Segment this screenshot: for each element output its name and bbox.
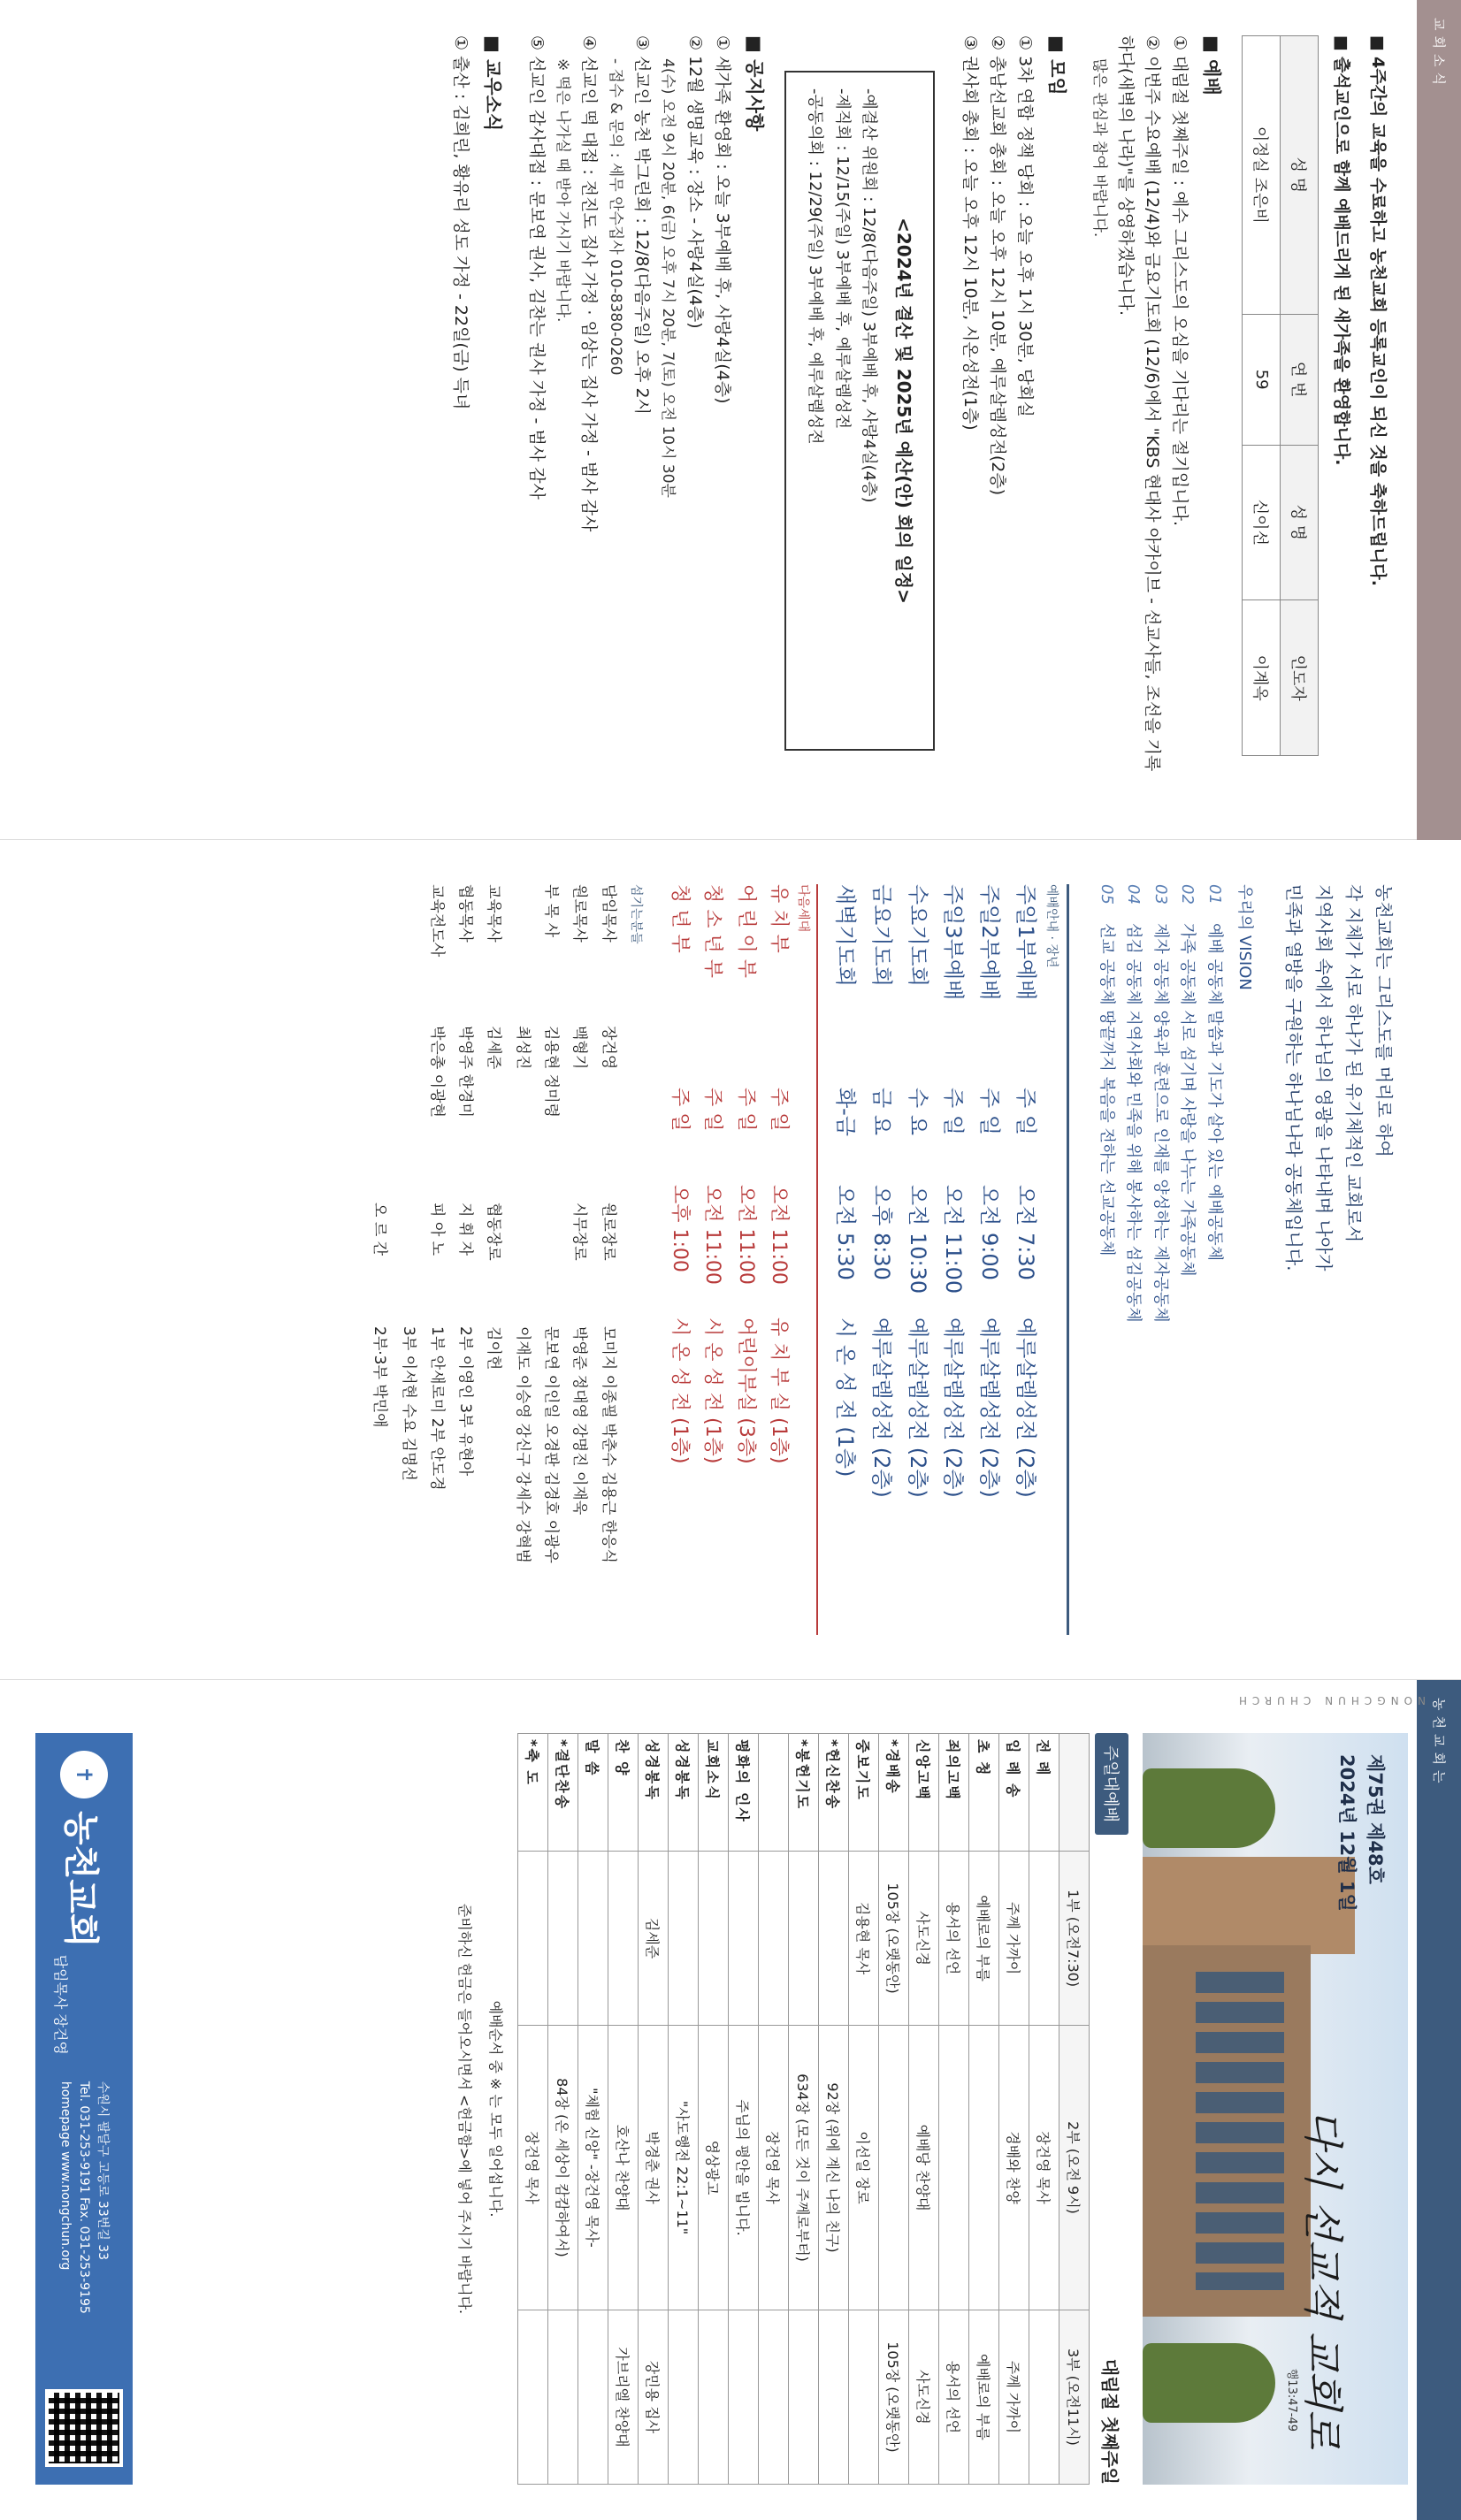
table-header: 2부 (오전 9시) bbox=[1059, 2026, 1090, 2310]
table-cell: 59 bbox=[1243, 314, 1281, 445]
intro-line: 각 지체가 서로 하나가 된 유기체적인 교회로서 bbox=[1343, 884, 1365, 1243]
notice-item: ※ 떡은 나가실 때 받아 가시기 바랍니다. bbox=[553, 58, 571, 323]
gyoyu-item: ① 출산 : 김희린, 황유리 성도 가정 - 22일(금) 득녀 bbox=[451, 35, 471, 410]
table-header: 연 번 bbox=[1281, 314, 1319, 445]
church-building-image bbox=[1143, 1945, 1311, 2317]
volume-info: 제75권 제48호 2024년 12월 1일 bbox=[1336, 1754, 1386, 1912]
vision-item: 04섬김 공동체 지역사회와 민족을 위해 봉사하는 섬김공동체 bbox=[1124, 884, 1144, 1323]
gyoyu-section-title: ■ 교우소식 bbox=[482, 35, 504, 132]
service-tag: 주일대예배 bbox=[1095, 1733, 1128, 1835]
budget-box-title: <2024년 결산 및 2025년 예산(안) 회의 일정> bbox=[893, 218, 915, 604]
table-row: 찬 양 호산나 찬양대 가브리엘 찬양대 bbox=[608, 1734, 639, 2485]
worship-guide-label: 예배안내 · 장년 bbox=[1044, 884, 1059, 968]
table-header: 성 명 bbox=[1281, 445, 1319, 600]
church-name: 농천교회 bbox=[60, 1811, 102, 1948]
order-header bbox=[1095, 1733, 1128, 2485]
budget-meeting-box bbox=[784, 71, 935, 751]
meeting-section-title: ■ 모임 bbox=[1046, 35, 1068, 95]
table-row: *경배송 105장 (오랫동안) 105장 (오랫동안) bbox=[879, 1734, 909, 2485]
news-panel bbox=[0, 0, 1461, 840]
pastor-line: 담임목사 장건영 bbox=[52, 1954, 69, 2055]
table-row: 죄의고백 용서의 선언 용서의 선언 bbox=[939, 1734, 969, 2485]
notice-item: ③ 선교인 농천 박그린회 : 12/8(다음주일) 오후 2시 bbox=[632, 35, 653, 415]
table-row: 교회소식 영상광고 bbox=[699, 1734, 729, 2485]
tree-image bbox=[1143, 1768, 1275, 1848]
nongchun-church-vertical-text: NONGCHUN CHURCH bbox=[1233, 1694, 1426, 1707]
worship-item: ① 대림절 첫째주일 : 예수 그리스도의 오심을 기다리는 절기입니다. bbox=[1170, 35, 1190, 526]
table-row bbox=[1243, 36, 1281, 756]
church-logo-icon: ✝ bbox=[60, 1751, 108, 1798]
church-intro bbox=[1279, 884, 1399, 1635]
tree-image bbox=[1143, 2343, 1275, 2423]
vision-list bbox=[1092, 884, 1228, 1635]
worship-item: 많은 관심과 참여 바랍니다. bbox=[1090, 58, 1108, 238]
news-side-label: 교회소식 bbox=[1417, 0, 1461, 840]
budget-box-line: -공동의회 : 12/29(주일) 3부예배 후, 예루살렘성전 bbox=[805, 88, 824, 445]
table-row: 장건영 목사 bbox=[759, 1734, 789, 2485]
table-cell: 이정실 조은비 bbox=[1243, 36, 1281, 315]
intro-line: 민족과 열방을 구원하는 하나님나라 공동체입니다. bbox=[1283, 884, 1304, 1271]
standing-note: 예배순서 중 ※ 는 모두 일어섭니다. bbox=[487, 2000, 504, 2218]
notice-item: 4(수) 오전 9시 20분, 6(금) 오후 7시 20분, 7(토) 오전 10시 30분 bbox=[659, 58, 677, 498]
table-row: *봉헌기도 634장 (모든 것이 주께로부터) bbox=[789, 1734, 819, 2485]
table-row: 신앙고백 사도신경 예배당 찬양대 사도신경 bbox=[909, 1734, 939, 2485]
staff-list: 담임목사 장건영 원로장로 모미지 이종필 박춘수 김용근 한응식 원로목사 백형기 시무장로 박영준 정대영 강명진 이재욱 부 목 사 김용현 정미령 문보연 이인일 오경판 김경호 이광우 최성진 이재도 이승영 강신구 강세수 강혁범 교육목사 김세준 협동장로 김이헌 협동목사 박영주 한경미 지 휘 자 2부 이영인 3부 유현아 교육전도사 박은총 이광현 피 아 노 1부 안새로미 2부 안도경 3부 이서현 수요 김명선 오 르 간 2부·3부 박민애 bbox=[371, 884, 617, 1563]
vision-item: 03제자 공동체 양육과 훈련으로 인재를 양성하는 제자공동체 bbox=[1151, 884, 1170, 1323]
budget-box-line: -예결산 위원회 : 12/8(다음주일) 3부예배 후, 사랑4실(4층) bbox=[860, 88, 879, 503]
qr-code-icon bbox=[45, 2389, 123, 2467]
table-header bbox=[1059, 1734, 1090, 1852]
table-header: 3부 (오전11시) bbox=[1059, 2310, 1090, 2484]
staff-label: 섬기는분들 bbox=[628, 884, 643, 944]
slogan: 다시 선교적 교회로 bbox=[1299, 2109, 1347, 2449]
attend-title: ■ 출석교인으로 함께 예배드리게 된 새가족을 환영합니다. bbox=[1331, 35, 1351, 466]
next-gen-label: 다음세대 bbox=[796, 884, 811, 933]
table-row: 말 씀 "체험 신앙" -장건영 목사- bbox=[578, 1734, 608, 2485]
church-footer bbox=[35, 1733, 133, 2485]
notice-item: ① 새가족 환영회 : 오늘 3부예배 후, 사랑4실(4층) bbox=[713, 35, 733, 404]
church-building-image bbox=[1143, 1857, 1355, 1954]
budget-box-line: -제직회 : 12/15(주일) 3부예배 후, 예루살렘성전 bbox=[832, 88, 852, 430]
next-gen-schedule: 유 치 부 주 일 오전 11:00 유 치 부 실 (1층) 어 린 이 부 주 일 오전 11:00 어린이부실 (3층) 청 소 년 부 주 일 오전 11:00 시 온 성 전 (1층) 청 년 부 주 일 오후 1:00 시 온 성 전 (1층) bbox=[669, 884, 791, 1464]
table-row: 성경봉독 김세준 박경춘 권사 강민용 집사 bbox=[639, 1734, 669, 2485]
notice-item: - 접수 & 문의 : 세무 안수집사 010-8380-0260 bbox=[606, 58, 624, 376]
table-row: *결단찬송 84장 (온 세상이 캄캄하여서) bbox=[548, 1734, 578, 2485]
order-of-worship-table bbox=[517, 1733, 1090, 2485]
intro-line: 지역사회 속에서 하나님의 영광을 나타내며 나아가 bbox=[1313, 884, 1335, 1271]
welcome-text: ■ 4주간의 교육을 수료하고 농천교회 등록교인이 되신 것을 축하드립니다. bbox=[1368, 35, 1388, 587]
table-header: 성 명 bbox=[1281, 36, 1319, 315]
notice-item: ④ 선교인 떡 대접 : 전진도 집사 가정 · 임상는 집사 가정 - 범사 감사 bbox=[579, 35, 600, 532]
divider bbox=[1067, 884, 1069, 1635]
vision-item: 01예배 공동체 말씀과 기도가 살아 있는 예배공동체 bbox=[1205, 884, 1224, 1262]
church-contact: 수원시 팔달구 고등로 33번길 33 Tel. 031-253-9191 Fax. 031-253-9195 homepage www.nongchun.org bbox=[58, 2081, 111, 2314]
meeting-item: ① 3차 연합 정책 당회 : 오늘 오후 1시 30분, 당회실 bbox=[1015, 35, 1036, 417]
worship-item: ② 이번주 수요예배 (12/4)와 금요기도회 (12/6)에서 "KBS 현대사 아카이브 - 선교사들, 조선을 기록하다(새벽의 나라)"를 상영하겠습니다. bbox=[1116, 35, 1162, 772]
meeting-item: ② 총남선교회 총회 : 오늘 오후 12시 10분, 예루살렘성전(2층) bbox=[988, 35, 1008, 496]
table-cell: 이계옥 bbox=[1243, 600, 1281, 756]
table-row: 성경봉독 "사도행전 22:1~11" bbox=[669, 1734, 699, 2485]
cover-panel bbox=[0, 1680, 1461, 2520]
offering-note: 준비하신 헌금은 들어오시면서 <헌금함>에 넣어 주시기 바랍니다. bbox=[456, 1903, 473, 2315]
new-family-table bbox=[1242, 35, 1319, 756]
table-row: 초 청 예배로의 부름 예배로의 부름 bbox=[969, 1734, 999, 2485]
table-header: 1부 (오전7:30) bbox=[1059, 1852, 1090, 2026]
vision-item: 02가족 공동체 서로 섬기며 사랑을 나누는 가족공동체 bbox=[1178, 884, 1197, 1277]
vision-title: 우리의 VISION bbox=[1235, 884, 1254, 990]
divider bbox=[816, 884, 818, 1635]
about-side-label: 농천교회는 bbox=[1417, 1680, 1461, 2520]
intro-line: 농천교회는 그리스도를 머리로 하여 bbox=[1373, 884, 1395, 1157]
table-row: 중보기도 김용현 목사 이선일 장로 bbox=[849, 1734, 879, 2485]
notice-item: ⑤ 선교인 감사대접 : 문보연 권사, 김찬는 권사 가정 - 범사 감사 bbox=[526, 35, 547, 500]
table-row: 입 례 송 주께 가까이 경배와 찬양 주께 가까이 bbox=[999, 1734, 1029, 2485]
table-row: 평화의 인사 주님의 평안을 빕니다. bbox=[729, 1734, 759, 2485]
worship-section-title: ■ 예배 bbox=[1201, 35, 1223, 95]
liturgical-day: 대림절 첫째주일 bbox=[1099, 2358, 1121, 2485]
table-row: 전 례 장건영 목사 bbox=[1029, 1734, 1059, 2485]
table-row: *축 도 장건영 목사 bbox=[518, 1734, 548, 2485]
table-row: *헌신찬송 92장 (위에 계신 나의 친구) bbox=[819, 1734, 849, 2485]
meeting-item: ③ 권사회 총회 : 오늘 오후 12시 10분, 시온성전(1층) bbox=[960, 35, 980, 431]
cover-banner bbox=[1143, 1733, 1408, 2485]
table-cell: 신이선 bbox=[1243, 445, 1281, 600]
vision-item: 05선교 공동체 땅끝까지 복음을 전하는 선교공동체 bbox=[1097, 884, 1116, 1256]
notice-item: ② 12월 생명교육 : 장소 - 사랑4실(4층) bbox=[685, 35, 705, 329]
slogan-reference: 행13:47-49 bbox=[1285, 2368, 1298, 2432]
adult-service-schedule: 주일1부예배 주 일 오전 7:30 예루살렘성전 (2층) 주일2부예배 주 일 오전 9:00 예루살렘성전 (2층) 주일3부예배 주 일 오전 11:00 예루살렘성전 (2층) 수요기도회 수 요 오전 10:30 예루살렘성전 (2층) 금요기도회 금 요 오후 8:30 예루살렘성전 (2층) 새벽기도회 화-금 오전 5:30 시 온 성 전 (1층) bbox=[833, 884, 1039, 1498]
table-header: 인도자 bbox=[1281, 600, 1319, 756]
notice-section-title: ■ 공지사항 bbox=[744, 35, 766, 132]
